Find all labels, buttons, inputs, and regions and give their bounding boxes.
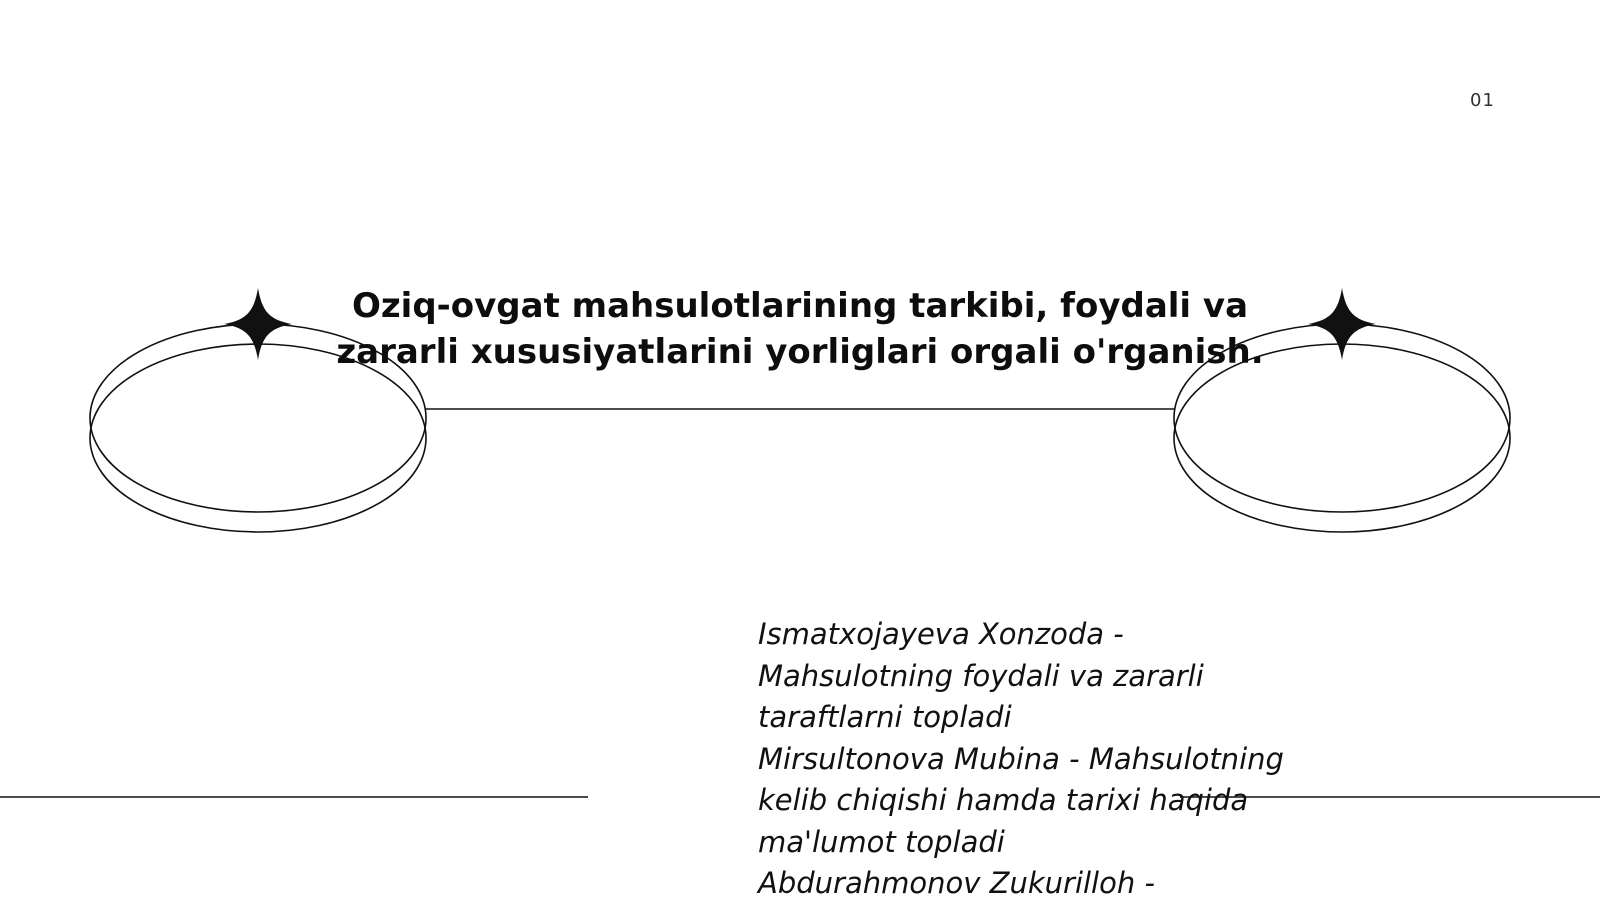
title-line: Oziq-ovgat mahsulotlarining tarkibi, foydali va [351,286,1249,326]
authors-line: Mirsultonova Mubina - Mahsulotning [758,741,1284,776]
title-line: zararli xususiyatlarini yorliglari orgali o'rganish. [336,332,1264,372]
page-number: 01 [1470,90,1495,111]
left-star-icon [224,288,292,360]
authors-line: ma'lumot topladi [758,824,1005,859]
slide-title [300,283,1300,375]
authors-line: taraftlarni topladi [758,700,1012,734]
right-star-icon [1308,288,1376,360]
authors-line: Ismatxojayeva Xonzoda - [758,617,1124,651]
authors-line: Mahsulotning foydali va zararli [758,658,1204,693]
authors-line: Abdurahmonov Zukurilloh - [758,866,1155,900]
authors-text-block [758,614,1358,905]
authors-line: kelib chiqishi hamda tarixi haqida [758,783,1249,817]
